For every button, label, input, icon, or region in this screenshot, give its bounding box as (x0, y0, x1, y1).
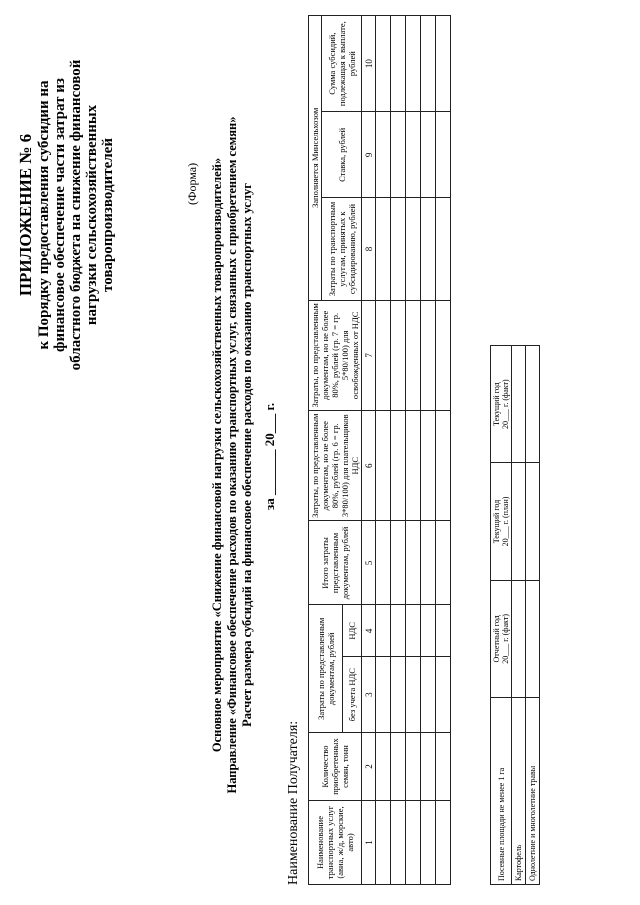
col5-header: Итого затраты представленным документам, рублей (309, 521, 362, 605)
form-note: (Форма) (185, 162, 199, 205)
current-fact-label: Текущий год (492, 382, 501, 426)
crop-row-label: Картофель (512, 698, 526, 885)
table-row (376, 16, 391, 885)
current-fact-sub: 20___ г. (факт) (501, 379, 510, 429)
col6-header: Затраты, по представленным документам, но не более 80%, рублей (гр. 6 = гр. 3*80/100) для плательщиков НДС (309, 411, 362, 521)
appendix-title-block (18, 45, 116, 385)
current-plan-sub: 20___ г. (план) (501, 496, 510, 547)
table-row (421, 16, 436, 885)
col1-header: Наименование транспортных услуг (авиа, ж/д, морские, авто) (309, 800, 362, 884)
current-plan-label: Текущий год (492, 499, 501, 544)
headings-block (210, 65, 255, 845)
col-number: 5 (362, 521, 376, 605)
col-number: 4 (362, 605, 376, 657)
recipient-label: Наименование Получателя: (286, 720, 301, 885)
col10-header: Сумма субсидий, подлежащая к выплате, рублей (322, 16, 362, 112)
appendix-title: ПРИЛОЖЕНИЕ № 6 (16, 133, 35, 297)
crop-header-row (491, 346, 512, 885)
crop-row (526, 346, 540, 885)
col-number: 2 (362, 733, 376, 801)
col-number: 1 (362, 800, 376, 884)
period-line: за _______ 20___ г. (262, 402, 277, 510)
crop-header-label: Посевные площади не менее 1 га (491, 698, 512, 885)
crop-row (512, 346, 526, 885)
main-event-heading: Основное мероприятие «Снижение финансовой нагрузки сельскохозяйственных товаропроизводителей» (210, 157, 224, 753)
crop-row-label: Однолетние и многолетние травы (526, 698, 540, 885)
col8-header: Затраты по транспортным услугам, принятых к субсидированию, рублей (322, 198, 362, 300)
col-number: 7 (362, 300, 376, 410)
direction-heading: Направление «Финансовое обеспечение расходов по оказанию транспортных услуг, связанных с приобретением семян» (225, 116, 239, 794)
ministry-header: Заполняется Минсельхозом (309, 16, 322, 301)
col-number: 3 (362, 657, 376, 733)
col-number: 10 (362, 16, 376, 112)
table-row (391, 16, 406, 885)
crop-area-table (490, 345, 540, 885)
col-number: 8 (362, 198, 376, 300)
col-number: 9 (362, 112, 376, 198)
column-numbers-row (362, 16, 376, 885)
subsidy-table (308, 15, 451, 885)
current-plan-header (491, 463, 512, 580)
col4-header: НДС (343, 605, 362, 657)
calculation-heading: Расчет размера субсидий на финансовое обеспечение расходов по оказанию транспортных услуг (240, 183, 254, 727)
col7-header: Затраты, по представленным документам, но не более 80%, рублей (гр. 7 = гр. 5*80/100) для освобожденных от НДС (309, 300, 362, 410)
col2-header: Количество приобретенных семян, тонн (309, 733, 362, 801)
col34-group-header: Затраты по представленным документам, рублей (309, 605, 343, 733)
table-row (436, 16, 451, 885)
appendix-subtitle: к Порядку предоставления субсидии на финансовое обеспечение части затрат из областного бюджета на снижение финансовой нагрузки сельскохозяйственных товаропроизводителей (36, 59, 116, 371)
reported-year-header (491, 580, 512, 697)
table-row (406, 16, 421, 885)
reported-year-sub: 20___ г. (факт) (501, 614, 510, 664)
table-header-row-1 (309, 16, 322, 885)
col-number: 6 (362, 411, 376, 521)
col9-header: Ставка, рублей (322, 112, 362, 198)
col3-header: без учета НДС (343, 657, 362, 733)
reported-year-label: Отчетный год (492, 615, 501, 663)
current-fact-header (491, 346, 512, 463)
